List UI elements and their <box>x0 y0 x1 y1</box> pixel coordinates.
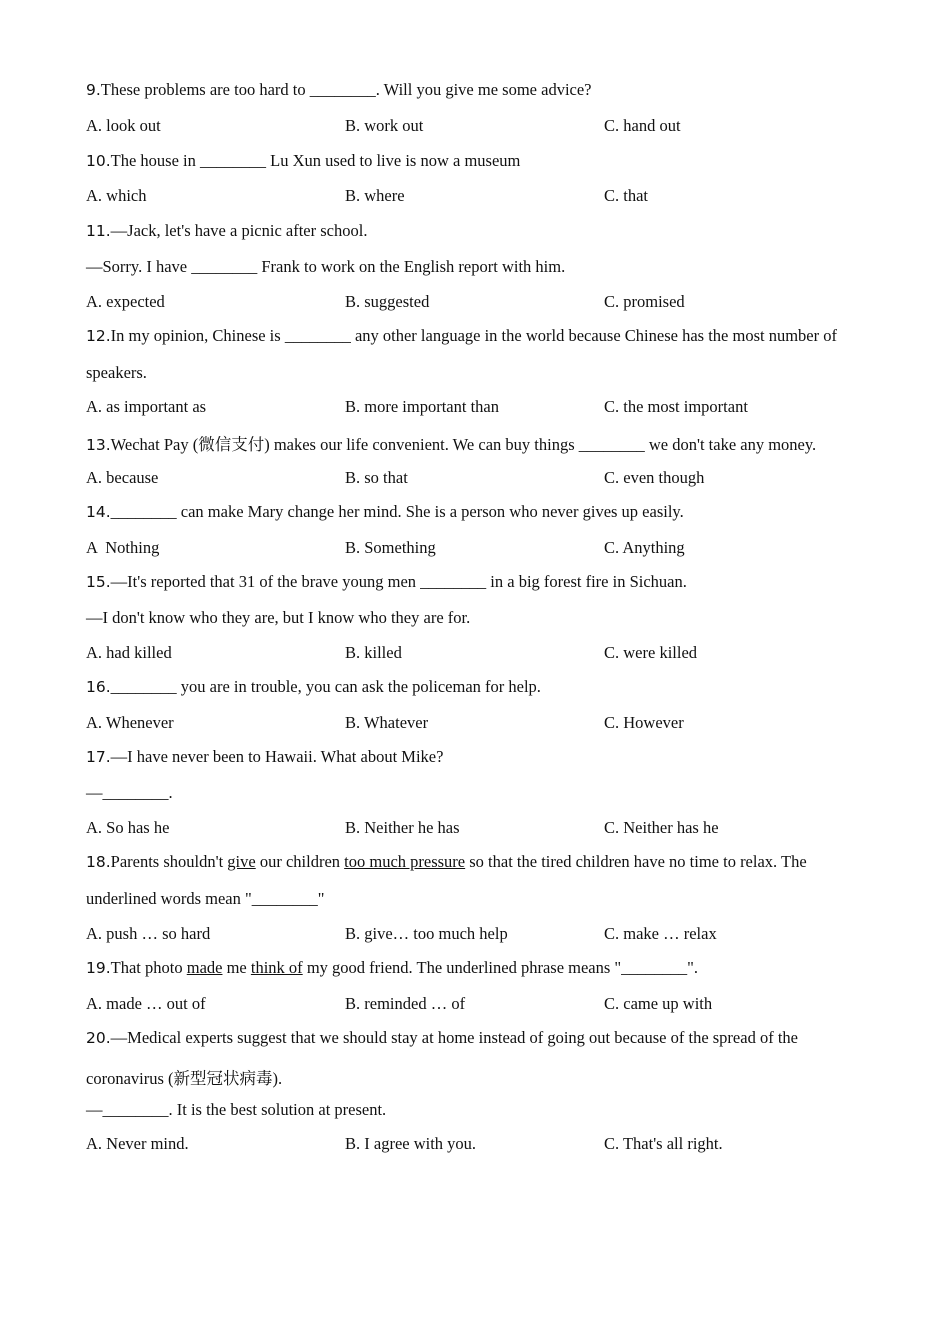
stem-text: me <box>222 958 251 977</box>
question-number: 18. <box>86 853 111 871</box>
option-a[interactable]: A. had killed <box>86 643 172 662</box>
option-c[interactable]: C. make … relax <box>604 924 717 943</box>
options-12 <box>86 397 876 419</box>
option-b[interactable]: B. reminded … of <box>345 994 466 1013</box>
option-a[interactable]: A. look out <box>86 116 161 135</box>
option-b[interactable]: B. suggested <box>345 292 430 311</box>
option-c[interactable]: C. even though <box>604 468 705 487</box>
question-number: 19. <box>86 959 111 977</box>
question-13 <box>86 431 816 455</box>
question-number: 16. <box>86 678 111 696</box>
option-a[interactable]: A. because <box>86 468 159 487</box>
question-stem: Wechat Pay (微信支付) makes our life convenient. We can buy things ________ we don't take any money. <box>110 435 817 454</box>
option-c[interactable]: C. That's all right. <box>604 1134 723 1153</box>
options-11 <box>86 292 876 314</box>
option-b[interactable]: B. Whatever <box>345 713 429 732</box>
question-stem: In my opinion, Chinese is ________ any other language in the world because Chinese has the most number of <box>110 326 837 345</box>
option-b[interactable]: B. Neither he has <box>345 818 460 837</box>
question-20 <box>86 1028 798 1048</box>
options-17 <box>86 818 876 840</box>
question-stem: These problems are too hard to ________. Will you give me some advice? <box>100 80 592 99</box>
option-a[interactable]: A. expected <box>86 292 165 311</box>
options-20 <box>86 1134 876 1156</box>
question-14 <box>86 502 684 522</box>
option-b[interactable]: B. I agree with you. <box>345 1134 477 1153</box>
question-12-line2: speakers. <box>86 363 147 382</box>
option-b[interactable]: B. Something <box>345 538 436 557</box>
question-stem: ________ can make Mary change her mind. She is a person who never gives up easily. <box>110 502 684 521</box>
question-19 <box>86 958 698 978</box>
question-15 <box>86 572 687 592</box>
stem-text: Parents shouldn't <box>110 852 228 871</box>
question-number: 10. <box>86 152 111 170</box>
options-19 <box>86 994 876 1016</box>
question-20-line3: —________. It is the best solution at present. <box>86 1100 387 1119</box>
underlined-word: made <box>186 958 223 977</box>
question-16 <box>86 677 541 697</box>
option-a[interactable]: A. Never mind. <box>86 1134 189 1153</box>
option-a[interactable]: A. made … out of <box>86 994 206 1013</box>
question-number: 15. <box>86 573 111 591</box>
question-number: 17. <box>86 748 111 766</box>
question-17-line2: —________. <box>86 783 173 802</box>
question-20-line2: coronavirus (新型冠状病毒). <box>86 1069 283 1088</box>
option-b[interactable]: B. so that <box>345 468 408 487</box>
question-stem: ________ you are in trouble, you can ask the policeman for help. <box>110 677 541 696</box>
options-16 <box>86 713 876 735</box>
option-c[interactable]: C. hand out <box>604 116 681 135</box>
options-18 <box>86 924 876 946</box>
option-c[interactable]: C. came up with <box>604 994 713 1013</box>
question-stem: —It's reported that 31 of the brave young men ________ in a big forest fire in Sichuan. <box>110 572 687 591</box>
question-18 <box>86 852 807 872</box>
option-c[interactable]: C. Anything <box>604 538 685 557</box>
underlined-phrase: think of <box>250 958 303 977</box>
options-14 <box>86 538 876 560</box>
option-a[interactable]: A Nothing <box>86 538 160 557</box>
question-9 <box>86 80 592 100</box>
option-a[interactable]: A. which <box>86 186 147 205</box>
option-c[interactable]: C. Neither has he <box>604 818 719 837</box>
option-a[interactable]: A. Whenever <box>86 713 174 732</box>
option-b[interactable]: B. where <box>345 186 405 205</box>
option-c[interactable]: C. that <box>604 186 648 205</box>
options-10 <box>86 186 876 208</box>
option-b[interactable]: B. more important than <box>345 397 499 416</box>
option-c[interactable]: C. However <box>604 713 684 732</box>
option-c[interactable]: C. the most important <box>604 397 748 416</box>
stem-text: our children <box>255 852 345 871</box>
stem-text: That photo <box>110 958 187 977</box>
question-number: 13. <box>86 436 111 454</box>
question-10 <box>86 151 520 171</box>
stem-text: so that the tired children have no time to relax. The <box>465 852 807 871</box>
stem-text: my good friend. The underlined phrase means "________". <box>302 958 699 977</box>
question-17 <box>86 747 443 767</box>
option-b[interactable]: B. work out <box>345 116 424 135</box>
option-b[interactable]: B. killed <box>345 643 402 662</box>
question-number: 14. <box>86 503 111 521</box>
option-a[interactable]: A. as important as <box>86 397 207 416</box>
question-stem: —Medical experts suggest that we should stay at home instead of going out because of the spread of the <box>110 1028 798 1047</box>
options-13 <box>86 468 876 490</box>
question-11-line2: —Sorry. I have ________ Frank to work on the English report with him. <box>86 257 566 276</box>
question-number: 20. <box>86 1029 111 1047</box>
question-number: 11. <box>86 222 111 240</box>
option-a[interactable]: A. push … so hard <box>86 924 211 943</box>
question-stem: —Jack, let's have a picnic after school. <box>110 221 368 240</box>
question-stem: The house in ________ Lu Xun used to live is now a museum <box>110 151 521 170</box>
question-stem: —I have never been to Hawaii. What about Mike? <box>110 747 444 766</box>
question-15-line2: —I don't know who they are, but I know who they are for. <box>86 608 471 627</box>
underlined-word: give <box>227 852 256 871</box>
question-number: 9. <box>86 81 101 99</box>
option-a[interactable]: A. So has he <box>86 818 170 837</box>
option-b[interactable]: B. give… too much help <box>345 924 508 943</box>
option-c[interactable]: C. promised <box>604 292 685 311</box>
option-c[interactable]: C. were killed <box>604 643 698 662</box>
question-11 <box>86 221 367 241</box>
options-15 <box>86 643 876 665</box>
question-12 <box>86 326 837 346</box>
question-number: 12. <box>86 327 111 345</box>
underlined-phrase: too much pressure <box>344 852 466 871</box>
options-9 <box>86 116 876 138</box>
question-18-line2: underlined words mean "________" <box>86 889 325 908</box>
